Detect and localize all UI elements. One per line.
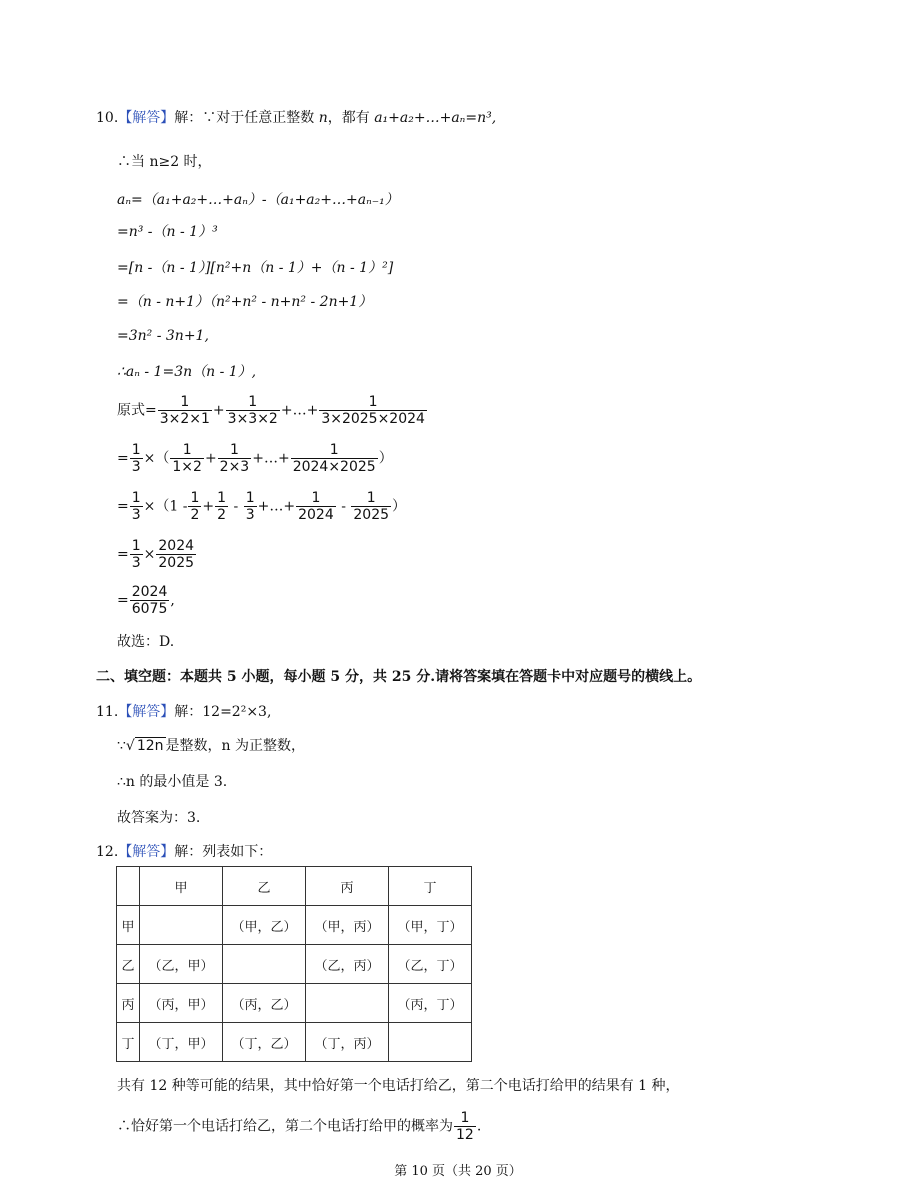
fraction: $\frac{1}{3}$ [131,442,141,475]
q11-number: 11. [96,704,119,720]
answer-tag: 【解答】 [118,844,175,860]
fraction: $\frac{1}{2\times 3}$ [219,442,250,475]
section-heading: 二、填空题：本题共 5 小题，每小题 5 分，共 25 分.请将答案填在答题卡中对应题号的横线上。 [96,669,702,685]
table-cell: （丁，乙） [223,1023,306,1062]
table-cell [140,906,223,945]
q11-line3: ∴n 的最小值是 3. [117,774,228,790]
q10-line-intro [96,108,496,128]
fraction: $\frac{1}{2}$ [217,490,227,523]
fraction: $\frac{2024}{2025}$ [158,538,195,571]
q12-number: 12. [96,844,119,860]
q11-line1 [96,702,271,722]
table-header: 甲 [140,867,223,906]
q10-number: 10. [96,110,119,126]
sqrt-expression: √ 12n [125,738,164,754]
table-row [117,945,472,984]
table-cell: （乙，丁） [389,945,472,984]
q10-choice: 故选：D. [117,634,175,650]
table-cell: （丁，甲） [140,1023,223,1062]
sum-expression: a₁+a₂+…+aₙ=n³, [374,110,497,126]
q10-step2: =n³ -（n - 1）³ [117,224,218,240]
table-cell: （甲，乙） [223,906,306,945]
fraction: $\frac{1}{2025}$ [353,490,390,523]
q12-conclusion: ∴恰好第一个电话打给乙，第二个电话打给甲的概率为 $\frac{1}{12}$ . [117,1110,482,1143]
fraction: $\frac{2024}{6075}$ [131,584,168,617]
q11-line2: ∵√ 12n 是整数，n 为正整数， [117,738,305,754]
outcome-table [116,866,472,1062]
table-cell: （甲，丙） [306,906,389,945]
q10-step4: =（n - n+1）（n²+n² - n+n² - 2n+1） [117,294,373,310]
fraction: $\frac{1}{1\times 2}$ [172,442,202,475]
table-row [117,906,472,945]
fraction: $\frac{1}{3}$ [245,490,255,523]
q10-step1: aₙ=（a₁+a₂+…+aₙ）-（a₁+a₂+…+aₙ₋₁） [117,192,399,208]
row-header: 乙 [117,945,140,984]
q10-step7: = $\frac{1}{3}$ ×（ $\frac{1}{1\times 2}$ + $\frac{1}{2\times 3}$ +…+ $\frac{1}{2024\times 2025}$ ） [117,442,393,475]
q12-intro: 解：列表如下： [174,844,273,860]
table-row [117,1023,472,1062]
table-cell: （丙，乙） [223,984,306,1023]
q10-case: ∴当 n≥2 时， [117,154,212,170]
q10-step9: = $\frac{1}{3}$ × $\frac{2024}{2025}$ [117,538,195,571]
q10-step6: ∴aₙ - 1=3n（n - 1）, [117,364,257,380]
fraction: $\frac{1}{3}$ [131,538,141,571]
q10-step8: = $\frac{1}{3}$ ×（1 - $\frac{1}{2}$ + $\frac{1}{2}$ - $\frac{1}{3}$ +…+ $\frac{1}{2024}$ - $\frac{1}{2025}$ ） [117,490,407,523]
q11-step1: 解：12=2²×3, [174,704,272,720]
row-header: 甲 [117,906,140,945]
fraction: $\frac{1}{3\times 3\times 2}$ [227,394,278,427]
orig-label: 原式= [117,402,157,419]
table-row [117,984,472,1023]
table-corner [117,867,140,906]
table-header: 乙 [223,867,306,906]
q10-intro2: ，都有 [327,110,370,126]
fraction: $\frac{1}{3\times 2\times 1}$ [159,394,210,427]
fraction: $\frac{1}{2024\times 2025}$ [292,442,376,475]
table-cell: （丙，甲） [140,984,223,1023]
table-cell [223,945,306,984]
q10-original-expression: 原式= $\frac{1}{3\times 2\times 1}$ + $\frac{1}{3\times 3\times 2}$ +…+ $\frac{1}{3\times 2025\times 2024}$ [117,394,425,427]
fraction: $\frac{1}{3\times 2025\times 2024}$ [321,394,425,427]
table-cell: （丁，丙） [306,1023,389,1062]
fraction: $\frac{1}{12}$ [456,1110,474,1143]
var-n: n [318,110,328,126]
table-header: 丁 [389,867,472,906]
q10-result: = $\frac{2024}{6075}$ , [117,584,175,617]
table-cell: （乙，甲） [140,945,223,984]
answer-tag: 【解答】 [118,704,175,720]
q10-step5: =3n² - 3n+1, [117,328,209,344]
table-cell: （乙，丙） [306,945,389,984]
table-cell [389,1023,472,1062]
fraction: $\frac{1}{2024}$ [298,490,334,523]
table-cell [306,984,389,1023]
table-header: 丙 [306,867,389,906]
answer-tag: 【解答】 [118,110,175,126]
q12-line1 [96,842,272,862]
fraction: $\frac{1}{2}$ [190,490,200,523]
q10-intro: 解：∵对于任意正整数 [174,110,315,126]
q11-line4: 故答案为：3. [117,810,201,826]
table-header-row [117,867,472,906]
q12-summary: 共有 12 种等可能的结果，其中恰好第一个电话打给乙，第二个电话打给甲的结果有 1 种， [117,1078,680,1094]
page-footer: 第 10 页（共 20 页） [394,1164,522,1179]
q10-step3: =[n -（n - 1）][n²+n（n - 1）+（n - 1）²] [117,260,394,276]
row-header: 丁 [117,1023,140,1062]
fraction: $\frac{1}{3}$ [131,490,141,523]
row-header: 丙 [117,984,140,1023]
table-cell: （甲，丁） [389,906,472,945]
table-cell: （丙，丁） [389,984,472,1023]
